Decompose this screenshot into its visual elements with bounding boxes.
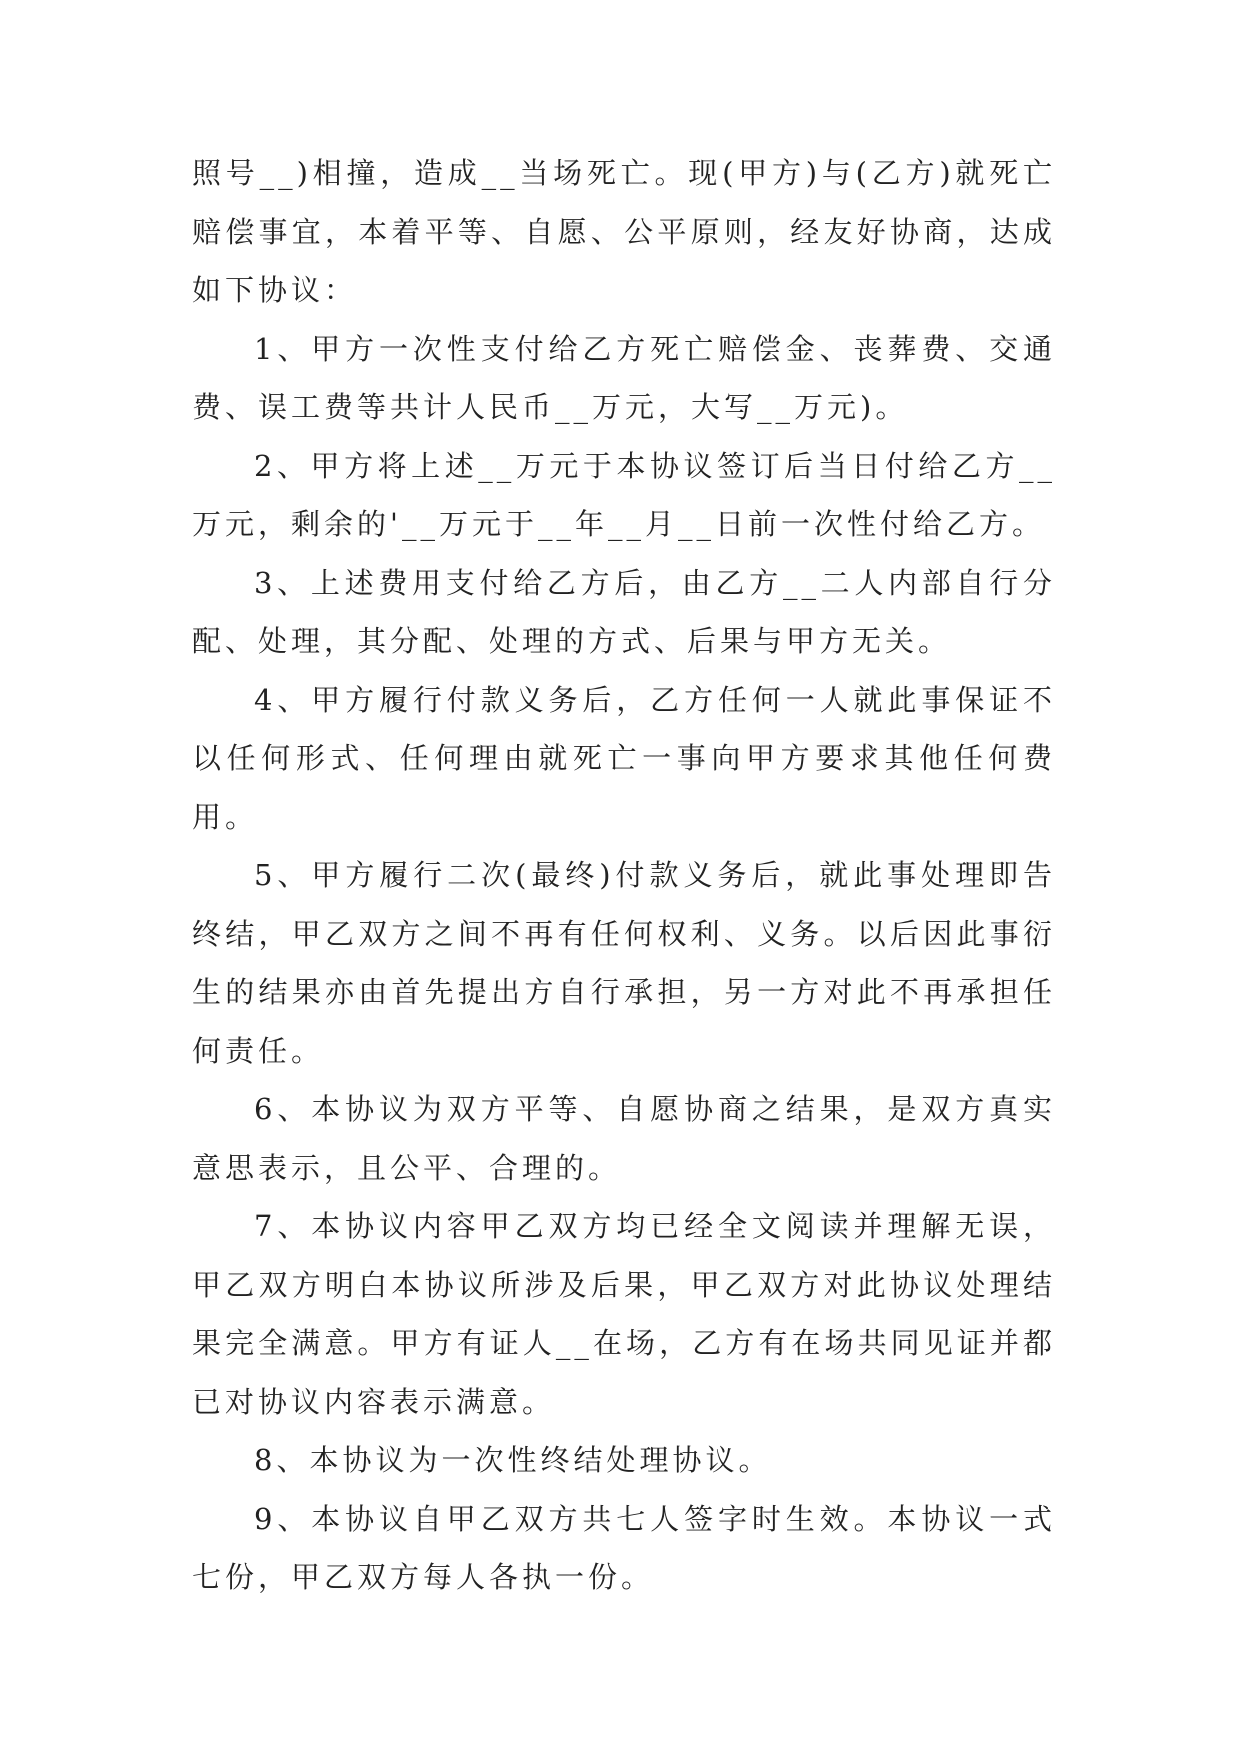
paragraph-clause-5: 5、甲方履行二次(最终)付款义务后，就此事处理即告终结，甲乙双方之间不再有任何权利、义务。以后因此事衍生的结果亦由首先提出方自行承担，另一方对此不再承担任何责任。 [192,858,1056,1068]
paragraph-clause-7: 7、本协议内容甲乙双方均已经全文阅读并理解无误，甲乙双方明白本协议所涉及后果，甲乙双方对此协议处理结果完全满意。甲方有证人__在场，乙方有在场共同见证并都已对协议内容表示满意。 [192,1209,1056,1419]
paragraph-clause-1: 1、甲方一次性支付给乙方死亡赔偿金、丧葬费、交通费、误工费等共计人民币__万元，大写__万元)。 [192,331,1056,424]
agreement-body [192,144,1056,1607]
paragraph-clause-2: 2、甲方将上述__万元于本协议签订后当日付给乙方__万元，剩余的'__万元于__年__月__日前一次性付给乙方。 [192,448,1056,541]
paragraph-preamble: 照号__)相撞，造成__当场死亡。现(甲方)与(乙方)就死亡赔偿事宜，本着平等、自愿、公平原则，经友好协商，达成如下协议： [192,156,1056,307]
paragraph-clause-4: 4、甲方履行付款义务后，乙方任何一人就此事保证不以任何形式、任何理由就死亡一事向甲方要求其他任何费用。 [192,682,1056,834]
paragraph-clause-8: 8、本协议为一次性终结处理协议。 [254,1443,772,1477]
paragraph-clause-6: 6、本协议为双方平等、自愿协商之结果，是双方真实意思表示，且公平、合理的。 [192,1092,1056,1185]
paragraph-clause-3: 3、上述费用支付给乙方后，由乙方__二人内部自行分配、处理，其分配、处理的方式、后果与甲方无关。 [192,565,1056,658]
paragraph-clause-9: 9、本协议自甲乙双方共七人签字时生效。本协议一式七份，甲乙双方每人各执一份。 [192,1501,1056,1594]
